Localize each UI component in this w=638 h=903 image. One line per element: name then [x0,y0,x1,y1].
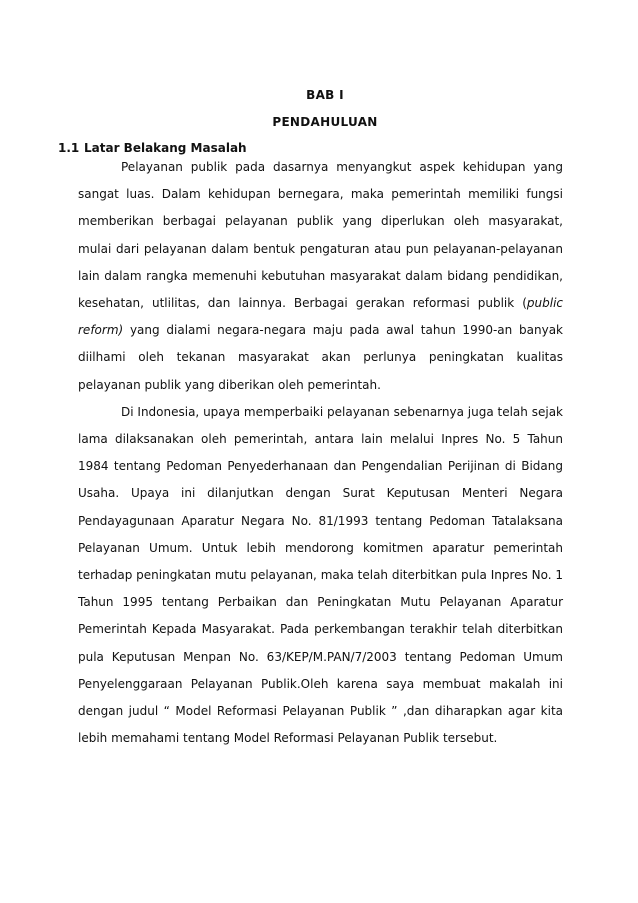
paragraph-2: Di Indonesia, upaya memperbaiki pelayanan sebenarnya juga telah sejak lama dilaksanakan oleh pemerintah, antara lain melalui Inpres No. 5 Tahun 1984 tentang Pedoman Penyederhanaan dan Pengendalian Perijinan di Bidang Usaha. Upaya ini dilanjutkan dengan Surat Keputusan Menteri Negara Pendayagunaan Aparatur Negara No. 81/1993 tentang Pedoman Tatalaksana Pelayanan Umum. Untuk lebih mendorong komitmen aparatur pemerintah terhadap peningkatan mutu pelayanan, maka telah diterbitkan pula Inpres No. 1 Tahun 1995 tentang Perbaikan dan Peningkatan Mutu Pelayanan Aparatur Pemerintah Kepada Masyarakat. Pada perkembangan terakhir telah diterbitkan pula Keputusan Menpan No. 63/KEP/M.PAN/7/2003 tentang Pedoman Umum Penyelenggaraan Pelayanan Publik.Oleh karena saya membuat makalah ini dengan judul “ Model Reformasi Pelayanan Publik ” ,dan diharapkan agar kita lebih memahami tentang Model Reformasi Pelayanan Publik tersebut. [78,404,563,746]
section-number: 1.1 [58,141,80,155]
section-title: Latar Belakang Masalah [84,141,247,155]
chapter-label: BAB I [306,88,344,102]
section-heading [58,141,247,155]
chapter-title: PENDAHULUAN [272,115,378,129]
body-text [78,154,563,752]
paragraph-1-text-a: Pelayanan publik pada dasarnya menyangkut aspek kehidupan yang sangat luas. Dalam kehidupan bernegara, maka pemerintah memiliki fungsi memberikan berbagai pelayanan publik yang diperlukan oleh masyarakat, mulai dari pelayanan dalam bentuk pengaturan atau pun pelayanan-pelayanan lain dalam rangka memenuhi kebutuhan masyarakat dalam bidang pendidikan, kesehatan, utlilitas, dan lainnya. Berbagai gerakan reformasi publik ( [78,160,563,311]
paragraph-1-text-b: yang dialami negara-negara maju pada awal tahun 1990-an banyak diilhami oleh tekanan masyarakat akan perlunya peningkatan kualitas pelayanan publik yang diberikan oleh pemerintah. [78,323,563,392]
paragraph-1-term: public reform) [78,296,563,338]
paragraph-1 [78,154,563,399]
